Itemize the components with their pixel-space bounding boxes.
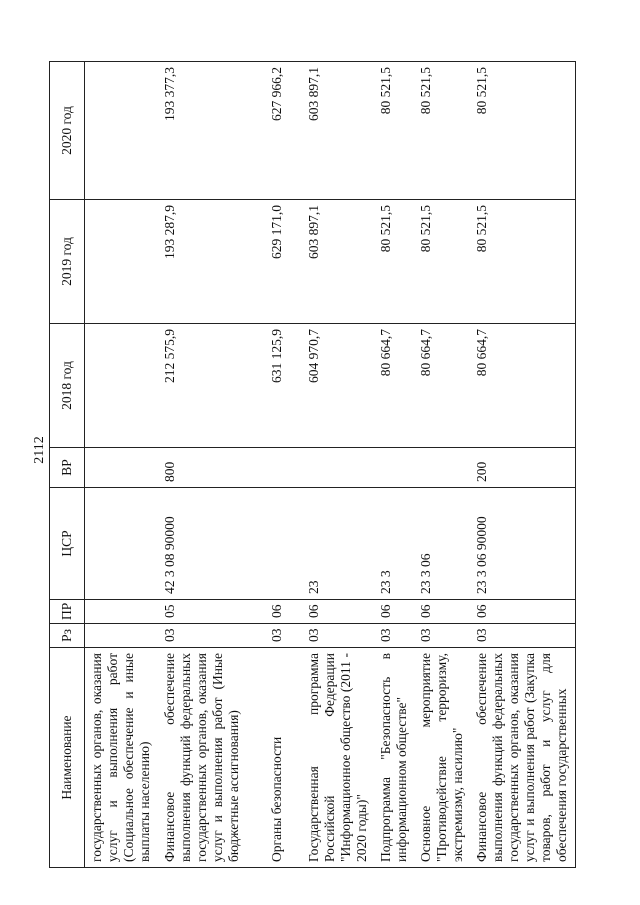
row-2018: 212 575,9: [158, 324, 265, 448]
table-row: [158, 62, 265, 868]
row-vr: [265, 448, 302, 488]
row-rz: 03: [158, 624, 265, 648]
row-pr: [85, 600, 159, 624]
row-name: Органы безопасности: [265, 648, 302, 868]
row-pr: 06: [302, 600, 374, 624]
row-rz: 03: [374, 624, 414, 648]
row-csr: [85, 488, 159, 600]
row-rz: [85, 624, 159, 648]
row-pr: 06: [414, 600, 470, 624]
page-number: 2112: [32, 436, 47, 464]
row-name: Финансовое обеспечение выполнения функций федеральных государственных органов, оказания услуг и выполнения работ (Закупка товаров, работ и услуг для обеспечения государственных: [470, 648, 576, 868]
row-rz: 03: [302, 624, 374, 648]
header-csr: ЦСР: [50, 488, 85, 600]
header-2019: 2019 год: [50, 200, 85, 324]
rotated-page: [49, 62, 584, 868]
row-pr: 06: [470, 600, 576, 624]
table-row: [265, 62, 302, 868]
row-2018: [85, 324, 159, 448]
row-2018: 631 125,9: [265, 324, 302, 448]
row-rz: 03: [265, 624, 302, 648]
header-name: Наименование: [50, 648, 85, 868]
row-pr: 05: [158, 600, 265, 624]
budget-table: [49, 61, 576, 868]
row-2019: 80 521,5: [374, 200, 414, 324]
row-csr: [265, 488, 302, 600]
table-row: [374, 62, 414, 868]
row-csr: 23 3 06: [414, 488, 470, 600]
header-2018: 2018 год: [50, 324, 85, 448]
row-vr: [302, 448, 374, 488]
row-vr: 200: [470, 448, 576, 488]
header-row: [50, 62, 85, 868]
row-2018: 80 664,7: [414, 324, 470, 448]
row-name: Финансовое обеспечение выполнения функций федеральных государственных органов, оказания услуг и выполнения работ (Иные бюджетные ассигнования): [158, 648, 265, 868]
row-name: Подпрограмма "Безопасность в информационном обществе": [374, 648, 414, 868]
row-vr: [374, 448, 414, 488]
row-csr: 23 3 06 90000: [470, 488, 576, 600]
table-row: [414, 62, 470, 868]
row-2019: 603 897,1: [302, 200, 374, 324]
row-vr: 800: [158, 448, 265, 488]
row-vr: [414, 448, 470, 488]
row-2020: 627 966,2: [265, 62, 302, 200]
row-name: государственных органов, оказания услуг и выполнения работ (Социальное обеспечение и иные выплаты населению): [85, 648, 159, 868]
header-pr: ПР: [50, 600, 85, 624]
row-name: Основное мероприятие "Противодействие терроризму, экстремизму, насилию": [414, 648, 470, 868]
table-row: [85, 62, 159, 868]
row-2020: 80 521,5: [470, 62, 576, 200]
row-csr: 23 3: [374, 488, 414, 600]
header-rz: Рз: [50, 624, 85, 648]
row-csr: 42 3 08 90000: [158, 488, 265, 600]
row-2018: 80 664,7: [374, 324, 414, 448]
row-vr: [85, 448, 159, 488]
row-2020: 193 377,3: [158, 62, 265, 200]
row-2019: 629 171,0: [265, 200, 302, 324]
row-csr: 23: [302, 488, 374, 600]
row-rz: 03: [414, 624, 470, 648]
table-row: [470, 62, 576, 868]
row-2019: 80 521,5: [414, 200, 470, 324]
row-2019: 193 287,9: [158, 200, 265, 324]
row-pr: 06: [374, 600, 414, 624]
row-2018: 604 970,7: [302, 324, 374, 448]
row-2019: 80 521,5: [470, 200, 576, 324]
table-row: [302, 62, 374, 868]
row-2020: 603 897,1: [302, 62, 374, 200]
row-2020: 80 521,5: [374, 62, 414, 200]
row-2019: [85, 200, 159, 324]
header-2020: 2020 год: [50, 62, 85, 200]
row-2020: 80 521,5: [414, 62, 470, 200]
row-2018: 80 664,7: [470, 324, 576, 448]
row-name: Государственная программа Российской Федерации "Информационное общество (2011 - 2020 годы)": [302, 648, 374, 868]
row-pr: 06: [265, 600, 302, 624]
header-vr: ВР: [50, 448, 85, 488]
row-2020: [85, 62, 159, 200]
row-rz: 03: [470, 624, 576, 648]
